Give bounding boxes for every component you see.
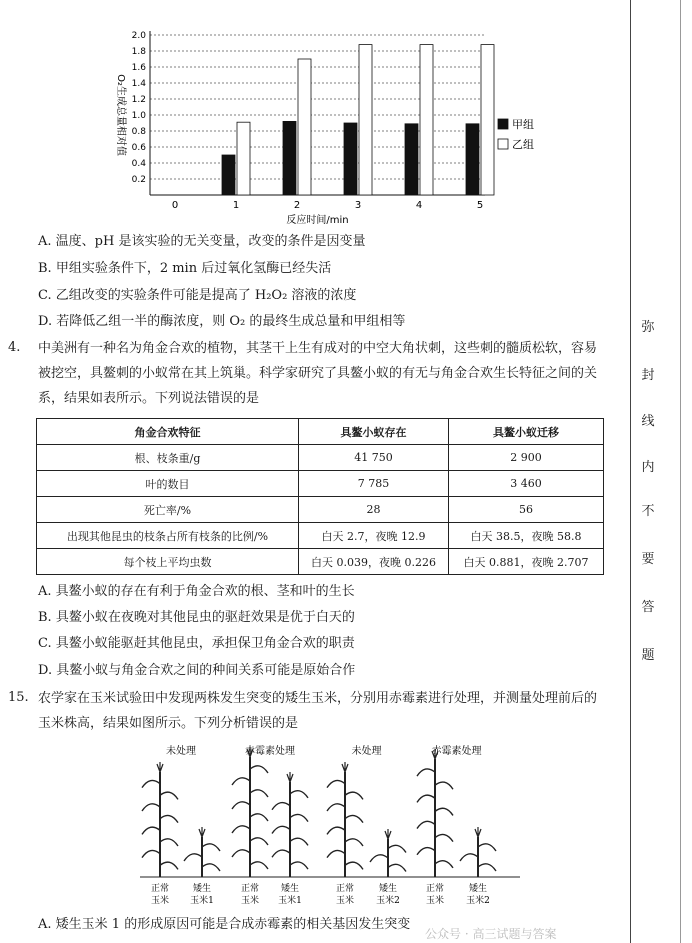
q14-option-d: D. 具鳌小蚁与角金合欢之间的种间关系可能是原始合作 — [38, 663, 356, 678]
bar-yi — [481, 45, 494, 195]
q14-option-c: C. 具鳌小蚁能驱赶其他昆虫，承担保卫角金合欢的职责 — [38, 636, 355, 651]
q14-option-b: B. 具鳌小蚁在夜晚对其他昆虫的驱赶效果是优于白天的 — [38, 610, 355, 625]
corn-plant-leaf — [272, 826, 290, 833]
corn-plant-tassel — [475, 827, 481, 837]
table-row — [37, 523, 604, 549]
figure-label: 未处理 — [351, 746, 382, 757]
corn-plant-leaf — [272, 803, 290, 810]
table-cell: 每个枝上平均虫数 — [37, 549, 299, 575]
plant-label: 矮生 — [378, 884, 398, 894]
x-tick-label: 1 — [232, 200, 240, 211]
plant-label: 玉米 — [335, 896, 355, 906]
plant-label: 正常 — [150, 884, 170, 894]
corn-plant-leaf — [290, 838, 308, 845]
corn-plant-leaf — [184, 854, 202, 861]
corn-plant-leaf — [417, 769, 435, 776]
bar-jia — [466, 124, 479, 195]
corn-plant-leaf — [327, 780, 345, 787]
table-cell: 出现其他昆虫的枝条占所有枝条的比例/% — [37, 523, 299, 549]
x-axis-label: 反应时间/min — [286, 215, 349, 225]
table-cell: 叶的数目 — [37, 471, 299, 497]
corn-plant-leaf — [160, 839, 178, 846]
corn-plant-leaf — [327, 850, 345, 857]
table-cell: 白天 2.7，夜晚 12.9 — [299, 523, 449, 549]
corn-plant-leaf — [232, 802, 250, 809]
corn-plant-leaf — [417, 848, 435, 855]
table-cell: 56 — [449, 497, 604, 523]
table-cell: 28 — [299, 497, 449, 523]
side-char: 弥 — [641, 320, 655, 335]
bar-yi — [359, 45, 372, 195]
plant-label: 矮生 — [192, 884, 212, 894]
corn-plant-leaf — [345, 792, 363, 799]
y-tick-label: 0.6 — [131, 143, 146, 153]
legend-swatch — [498, 119, 508, 129]
corn-plant-leaf — [370, 855, 388, 862]
corn-plant-leaf — [290, 791, 308, 798]
q13-option-a: A. 温度、pH 是该实验的无关变量，改变的条件是因变量 — [38, 234, 366, 249]
corn-plant-leaf — [435, 782, 453, 789]
table-cell: 白天 0.039，夜晚 0.226 — [299, 549, 449, 575]
o2-bar-chart — [90, 25, 570, 225]
plant-label: 玉米 — [150, 896, 170, 906]
chart-svg — [90, 25, 570, 225]
bar-yi — [420, 45, 433, 195]
corn-plant-leaf — [142, 850, 160, 857]
side-char: 线 — [641, 414, 655, 429]
side-char: 要 — [641, 552, 655, 567]
table-header-row — [37, 419, 604, 445]
table-row — [37, 471, 604, 497]
side-char: 封 — [641, 368, 655, 383]
corn-plant-leaf — [232, 778, 250, 785]
legend-swatch — [498, 139, 508, 149]
y-tick-label: 1.8 — [131, 47, 146, 57]
plant-label: 玉米 — [425, 896, 445, 906]
x-tick-label: 0 — [171, 200, 179, 211]
table-cell: 根、枝条重/g — [37, 445, 299, 471]
corn-plant-leaf — [232, 826, 250, 833]
y-tick-label: 2.0 — [131, 31, 146, 41]
plant-label: 矮生 — [468, 884, 488, 894]
corn-plant-leaf — [435, 834, 453, 841]
corn-figure — [140, 742, 520, 912]
corn-plant-leaf — [388, 845, 406, 852]
bar-yi — [237, 122, 250, 195]
y-tick-label: 0.8 — [131, 127, 146, 137]
corn-plant-leaf — [435, 861, 453, 868]
table-cell: 死亡率/% — [37, 497, 299, 523]
y-tick-label: 1.4 — [131, 79, 146, 89]
corn-figure-svg — [140, 742, 520, 912]
corn-plant-leaf — [327, 804, 345, 811]
plant-label: 玉米1 — [190, 896, 214, 906]
corn-plant-leaf — [327, 827, 345, 834]
plant-label: 正常 — [240, 884, 260, 894]
table-cell: 3 460 — [449, 471, 604, 497]
corn-plant-leaf — [250, 838, 268, 845]
y-tick-label: 0.2 — [131, 175, 146, 185]
table-header: 具鳌小蚁存在 — [299, 419, 449, 445]
corn-plant-leaf — [345, 815, 363, 822]
corn-plant-leaf — [160, 862, 178, 869]
corn-plant-leaf — [290, 862, 308, 869]
corn-plant-leaf — [345, 862, 363, 869]
q14-stem: 中美洲有一种名为角金合欢的植物，其茎干上生有成对的中空大角状刺，这些刺的髓质松软，容易被挖空，具鳌刺的小蚁常在其上筑巢。科学家研究了具鳌小蚁的有无与角金合欢生长特征之间的关系，结果如表所示。下列说法错误的是 — [38, 341, 598, 406]
corn-plant-leaf — [460, 854, 478, 861]
q15-number: 15. — [8, 690, 29, 705]
figure-label: 未处理 — [166, 746, 196, 757]
corn-plant-leaf — [142, 780, 160, 787]
binding-line — [630, 0, 631, 943]
bar-jia — [344, 123, 357, 195]
x-tick-label: 3 — [354, 200, 362, 211]
corn-plant-leaf — [142, 804, 160, 811]
y-tick-label: 1.2 — [131, 95, 146, 105]
table-cell: 白天 38.5，夜晚 58.8 — [449, 523, 604, 549]
plant-label: 玉米1 — [278, 896, 302, 906]
corn-plant-leaf — [160, 815, 178, 822]
corn-plant-leaf — [202, 864, 220, 871]
table-row — [37, 497, 604, 523]
corn-plant-leaf — [290, 814, 308, 821]
plant-label: 矮生 — [280, 884, 300, 894]
bar-yi — [298, 59, 311, 195]
q13-option-b: B. 甲组实验条件下，2 min 后过氧化氢酶已经失活 — [38, 261, 332, 276]
bar-jia — [405, 124, 418, 195]
y-tick-label: 0.4 — [131, 159, 146, 169]
corn-plant-leaf — [388, 864, 406, 871]
corn-plant-leaf — [478, 844, 496, 851]
bar-jia — [222, 155, 235, 195]
corn-plant-leaf — [478, 864, 496, 871]
side-char: 不 — [641, 504, 655, 519]
corn-plant-leaf — [272, 850, 290, 857]
corn-plant-leaf — [250, 766, 268, 773]
corn-plant-leaf — [160, 792, 178, 799]
corn-plant-leaf — [250, 790, 268, 797]
bar-jia — [283, 121, 296, 195]
table-cell: 白天 0.881，夜晚 2.707 — [449, 549, 604, 575]
corn-plant-leaf — [435, 808, 453, 815]
page-edge-line — [680, 0, 681, 943]
corn-plant-tassel — [342, 762, 348, 772]
table-cell: 41 750 — [299, 445, 449, 471]
legend-label: 甲组 — [512, 118, 534, 131]
plant-label: 正常 — [425, 884, 445, 894]
table-header: 角金合欢特征 — [37, 419, 299, 445]
q14-option-a: A. 具鳌小蚁的存在有利于角金合欢的根、茎和叶的生长 — [38, 584, 355, 599]
plant-label: 玉米 — [240, 896, 260, 906]
corn-plant-leaf — [232, 850, 250, 857]
q14-number: 4. — [8, 340, 21, 355]
y-tick-label: 1.6 — [131, 63, 146, 73]
figure-label: 赤霉素处理 — [245, 746, 295, 757]
corn-plant-leaf — [417, 795, 435, 802]
table-cell: 7 785 — [299, 471, 449, 497]
corn-plant-leaf — [202, 844, 220, 851]
figure-label: 赤霉素处理 — [431, 746, 482, 757]
corn-plant-leaf — [250, 862, 268, 869]
corn-plant-leaf — [142, 827, 160, 834]
x-tick-label: 5 — [476, 200, 484, 211]
q13-option-d: D. 若降低乙组一半的酶浓度，则 O₂ 的最终生成总量和甲组相等 — [38, 314, 406, 329]
watermark: 公众号 · 高三试题与答案 — [425, 927, 557, 941]
q15-stem: 农学家在玉米试验田中发现两株发生突变的矮生玉米，分别用赤霉素进行处理，并测量处理前后的玉米株高，结果如图所示。下列分析错误的是 — [38, 691, 598, 731]
corn-plant-tassel — [199, 827, 205, 837]
side-char: 答 — [641, 600, 655, 615]
side-char: 内 — [641, 460, 655, 475]
plant-label: 玉米2 — [466, 896, 490, 906]
x-tick-label: 4 — [415, 200, 423, 211]
corn-plant-leaf — [345, 839, 363, 846]
x-tick-label: 2 — [293, 200, 301, 211]
q13-option-c: C. 乙组改变的实验条件可能是提高了 H₂O₂ 溶液的浓度 — [38, 288, 357, 303]
corn-plant-leaf — [250, 814, 268, 821]
table-row — [37, 445, 604, 471]
corn-plant-tassel — [157, 762, 163, 772]
side-char: 题 — [641, 648, 655, 663]
plant-label: 玉米2 — [376, 896, 400, 906]
table-row — [37, 549, 604, 575]
y-axis-label: O₂生成总量相对值 — [115, 74, 126, 156]
legend-label: 乙组 — [512, 138, 534, 151]
corn-plant-leaf — [417, 821, 435, 828]
q15-option-a: A. 矮生玉米 1 的形成原因可能是合成赤霉素的相关基因发生突变 — [38, 917, 411, 932]
y-tick-label: 1.0 — [131, 111, 146, 121]
corn-plant-tassel — [385, 829, 391, 839]
q14-table — [36, 418, 604, 575]
table-header: 具鳌小蚁迁移 — [449, 419, 604, 445]
table-cell: 2 900 — [449, 445, 604, 471]
plant-label: 正常 — [335, 884, 355, 894]
corn-plant-tassel — [287, 772, 293, 782]
